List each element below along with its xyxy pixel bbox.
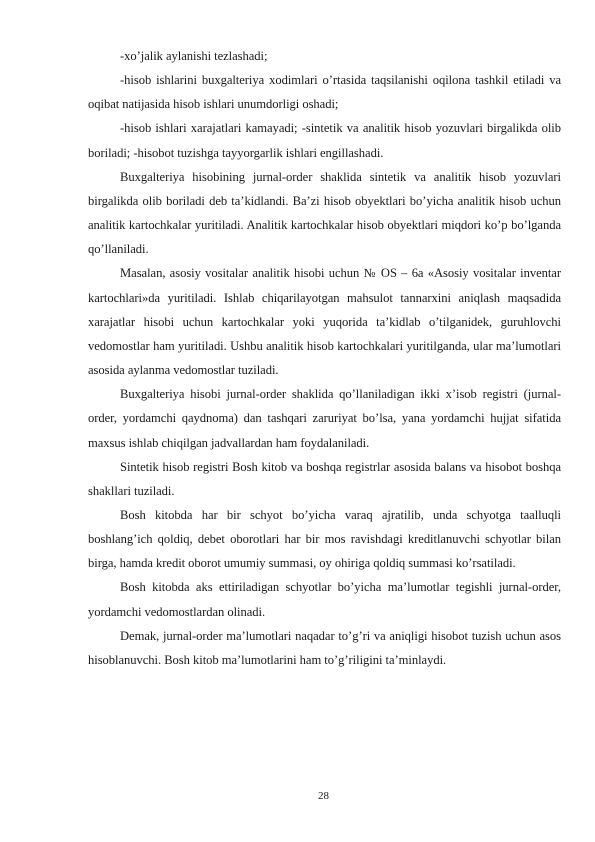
paragraph-9: Bosh kitobda aks ettiriladigan schyotlar bo’yicha ma’lumotlar tegishli jurnal-order, yordamchi vedomostlardan olinadi. [88, 580, 561, 619]
paragraph-4: Buxgalteriya hisobining jurnal-order shaklida sintetik va analitik hisob yozuvlari birgalikda olib boriladi deb ta’kidlandi. Ba’zi hisob obyektlari bo’yicha analitik hisob uchun analitik kartochkalar yuritiladi. Analitik kartochkalar hisob obyektlari miqdori ko’p bo’lganda qo’llaniladi. [88, 169, 561, 257]
paragraph-8: Bosh kitobda har bir schyot bo’yicha varaq ajratilib, unda schyotga taalluqli boshlang’ich qoldiq, debet oborotlari har bir mos ravishdagi kreditlanuvchi schyotlar bilan birga, hamda kredit oborot umumiy summasi, oy ohiriga qoldiq summasi ko’rsatiladi. [88, 507, 561, 571]
paragraph-10: Demak, jurnal-order ma’lumotlari naqadar to’g’ri va aniqligi hisobot tuzish uchun asos hisoblanuvchi. Bosh kitob ma’lumotlarini ham to’g’riligini ta’minlaydi. [88, 628, 561, 667]
paragraph-1: -xo’jalik aylanishi tezlashadi; [120, 49, 268, 63]
paragraph-3: -hisob ishlari xarajatlari kamayadi; -sintetik va analitik hisob yozuvlari birgalikda olib boriladi; -hisobot tuzishga tayyorgarlik ishlari engillashadi. [88, 121, 561, 160]
paragraph-2: -hisob ishlarini buxgalteriya xodimlari o’rtasida taqsilanishi oqilona tashkil etiladi va oqibat natijasida hisob ishlari unumdorligi oshadi; [88, 73, 561, 112]
page-number: 28 [318, 790, 329, 802]
document-page [88, 44, 561, 672]
paragraph-6: Buxgalteriya hisobi jurnal-order shaklida qo’llaniladigan ikki x’isob registri (jurnal-order, yordamchi qaydnoma) dan tashqari zaruriyat bo’lsa, yana yordamchi hujjat sifatida maxsus ishlab chiqilgan jadvallardan ham foydalaniladi. [88, 387, 561, 450]
paragraph-5: Masalan, asosiy vositalar analitik hisobi uchun № OS – 6a «Asosiy vositalar inventar kartochlari»da yuritiladi. Ishlab chiqarilayotgan mahsulot tannarxini aniqlash maqsadida xarajatlar hisobi uchun kartochkalar yoki yuqorida ta’kidlab o’tilganidek, guruhlovchi vedomostlar ham yuritiladi. Ushbu analitik hisob kartochkalari yuritilganda, ular ma’lumotlari asosida aylanma vedomostlar tuziladi. [88, 266, 561, 378]
paragraph-7: Sintetik hisob registri Bosh kitob va boshqa registrlar asosida balans va hisobot boshqa shakllari tuziladi. [88, 459, 561, 498]
